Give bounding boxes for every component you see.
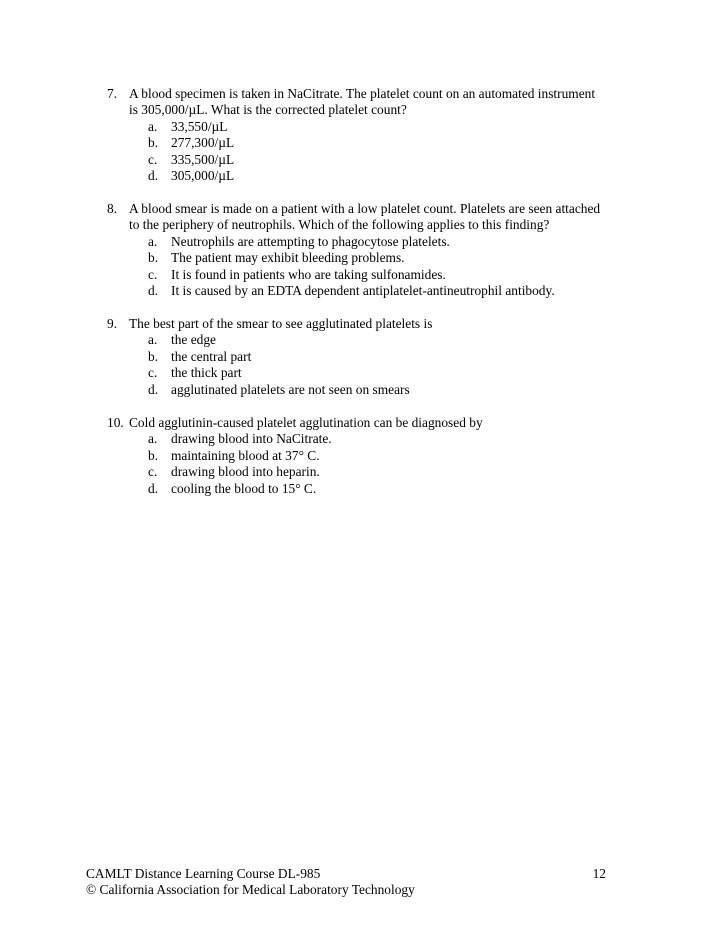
option-letter: c.	[148, 365, 158, 381]
option-letter: d.	[148, 168, 159, 184]
answer-option	[148, 481, 667, 497]
question-9	[107, 316, 667, 398]
option-letter: d.	[148, 381, 159, 397]
answer-option	[148, 135, 667, 151]
question-stem	[129, 316, 667, 332]
option-letter: d.	[148, 283, 159, 299]
answer-option	[148, 168, 667, 184]
option-text: 305,000/µL	[171, 168, 235, 184]
question-stem-line: to the periphery of neutrophils. Which of the following applies to this finding?	[129, 217, 550, 233]
question-number: 9.	[107, 316, 118, 331]
option-letter: a.	[148, 118, 158, 134]
option-text: Neutrophils are attempting to phagocytose platelets.	[171, 233, 450, 249]
page-number: 12	[592, 866, 606, 881]
answer-option	[148, 152, 667, 168]
answer-option	[148, 464, 667, 480]
option-text: maintaining blood at 37° C.	[171, 447, 320, 463]
question-stem-line: A blood specimen is taken in NaCitrate. The platelet count on an automated instrument	[129, 86, 596, 101]
option-text: drawing blood into heparin.	[171, 464, 320, 480]
option-letter: a.	[148, 332, 158, 348]
option-text: cooling the blood to 15° C.	[171, 480, 317, 496]
question-stem-line: A blood smear is made on a patient with a low platelet count. Platelets are seen attached	[129, 201, 601, 216]
option-letter: b.	[148, 135, 159, 151]
answer-option	[148, 448, 667, 464]
option-text: It is caused by an EDTA dependent antiplatelet-antineutrophil antibody.	[171, 283, 555, 299]
answer-options	[148, 119, 667, 185]
question-8	[107, 201, 667, 299]
page-footer	[86, 866, 606, 899]
question-number: 10.	[107, 415, 124, 430]
option-text: the central part	[171, 348, 252, 364]
answer-option	[148, 349, 667, 365]
answer-options	[148, 332, 667, 398]
option-letter: b.	[148, 348, 159, 364]
question-number: 7.	[107, 86, 118, 101]
answer-option	[148, 267, 667, 283]
question-number: 8.	[107, 201, 118, 216]
option-letter: b.	[148, 447, 159, 463]
question-stem-line: The best part of the smear to see agglutinated platelets is	[129, 316, 433, 331]
question-stem	[129, 415, 667, 431]
footer-copyright: © California Association for Medical Laboratory Technology	[86, 882, 415, 898]
option-letter: a.	[148, 233, 158, 249]
question-stem	[129, 201, 667, 234]
option-letter: c.	[148, 266, 158, 282]
question-stem-line: is 305,000/µL. What is the corrected platelet count?	[129, 102, 407, 118]
option-letter: c.	[148, 464, 158, 480]
question-stem	[129, 86, 667, 119]
option-text: drawing blood into NaCitrate.	[171, 431, 332, 447]
question-10	[107, 415, 667, 497]
footer-course-title: CAMLT Distance Learning Course DL-985	[86, 866, 321, 881]
option-text: agglutinated platelets are not seen on smears	[171, 381, 410, 397]
answer-option	[148, 365, 667, 381]
answer-option	[148, 382, 667, 398]
option-letter: a.	[148, 431, 158, 447]
answer-option	[148, 250, 667, 266]
answer-option	[148, 119, 667, 135]
question-7	[107, 86, 667, 184]
answer-options	[148, 234, 667, 300]
option-letter: d.	[148, 480, 159, 496]
option-text: 277,300/µL	[171, 135, 235, 151]
option-letter: b.	[148, 250, 159, 266]
option-text: 33,550/µL	[171, 118, 228, 134]
option-text: 335,500/µL	[171, 151, 235, 167]
option-text: It is found in patients who are taking sulfonamides.	[171, 266, 446, 282]
option-letter: c.	[148, 151, 158, 167]
option-text: The patient may exhibit bleeding problems.	[171, 250, 405, 266]
option-text: the edge	[171, 332, 216, 348]
answer-option	[148, 234, 667, 250]
answer-option	[148, 431, 667, 447]
answer-option	[148, 332, 667, 348]
answer-option	[148, 283, 667, 299]
option-text: the thick part	[171, 365, 242, 381]
answer-options	[148, 431, 667, 497]
question-stem-line: Cold agglutinin-caused platelet agglutination can be diagnosed by	[129, 415, 483, 430]
